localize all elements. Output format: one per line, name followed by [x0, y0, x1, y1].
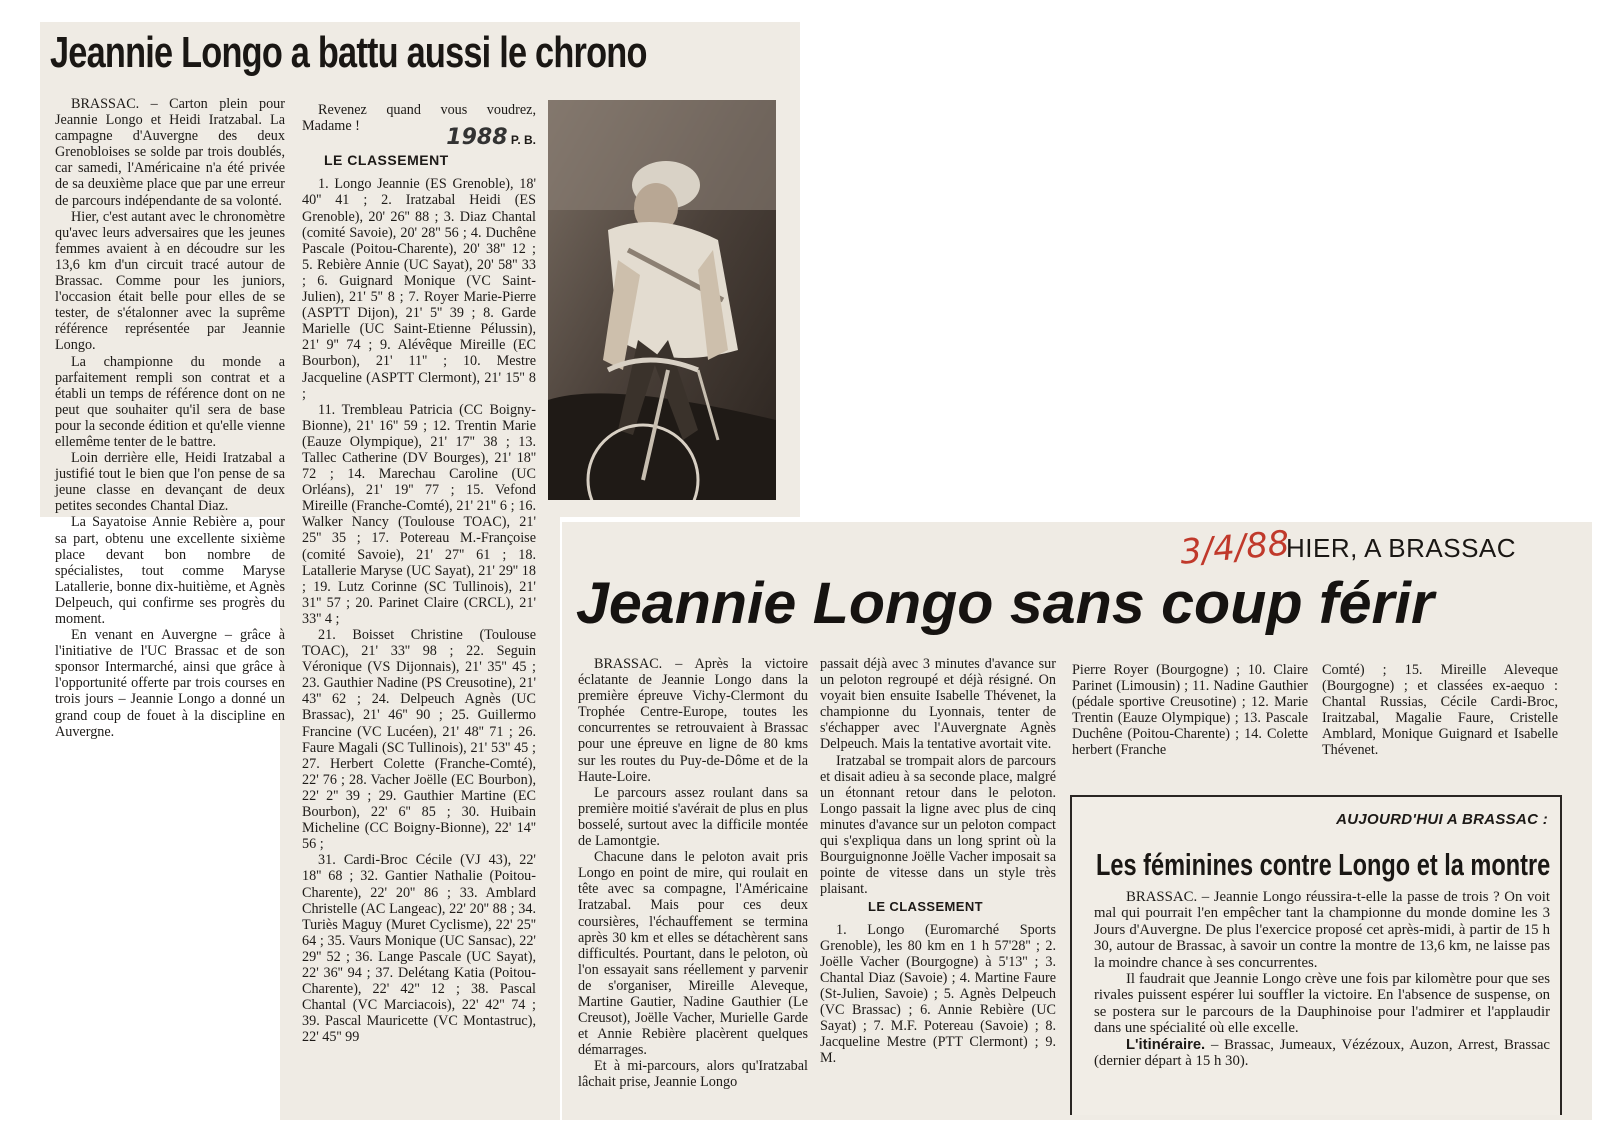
- paragraph: Chacune dans le peloton avait pris Longo en point de mire, qui roulait en tête avec sa compagne, l'Américaine Iratzabal. Mais pour ces deux coursières, l'échauffement se termina après 30 km et elles se détachèrent sans difficultés. Pourtant, dans le peloton, où l'on essayait sans réellement y parvenir de s'organiser, Mireille Aleveque, Martine Gautier, Nadine Gauthier (Le Creusot), Joëlle Vacher, Murielle Garde et Annie Rebière placèrent quelques démarrages.: [578, 849, 808, 1059]
- paragraph: En venant en Auvergne – grâce à l'initiative de l'UC Brassac et de son sponsor Intermarché, ainsi que grâce à l'opportunité offerte par trois courses en trois jours – Jeannie Longo a donné un grand coup de fouet à la discipline en Auvergne.: [55, 627, 285, 740]
- box-kicker: AUJOURD'HUI A BRASSAC :: [1336, 811, 1548, 828]
- ranking-block: 1. Longo Jeannie (ES Grenoble), 18' 40'' 41 ; 2. Iratzabal Heidi (ES Grenoble), 20' 26'' 88 ; 3. Diaz Chantal (comité Savoie), 20' 28'' 56 ; 4. Duchêne Pascale (Poitou-Charente), 20' 38'' 12 ; 5. Rebière Annie (UC Sayat), 20' 58'' 33 ; 6. Guignard Monique (VC Saint-Julien), 21' 5'' 8 ; 7. Royer Marie-Pierre (ASPTT Dijon), 21' 5'' 39 ; 8. Garde Marielle (UC Saint-Etienne Pélussin), 21' 9'' 74 ; 9. Alévêque Mireille (EC Bourbon), 21' 11'' ; 10. Mestre Jacqueline (ASPTT Clermont), 21' 15'' 8 ;: [302, 176, 536, 402]
- handwritten-year: 1988: [446, 125, 508, 151]
- itinerary-label: L'itinéraire.: [1126, 1036, 1206, 1053]
- article-2-column-1: [578, 656, 808, 1091]
- ranking-block: 11. Trembleau Patricia (CC Boigny-Bionne), 21' 16'' 59 ; 12. Trentin Marie (Eauze Olympique), 21' 17'' 38 ; 13. Tallec Catherine (DV Bourges), 21' 18'' 72 ; 14. Marechau Caroline (UC Orléans), 21' 19'' 77 ; 15. Vefond Mireille (Franche-Comté), 21' 21'' 6 ; 16. Walker Nancy (Toulouse TOAC), 21' 25'' 35 ; 17. Potereau M.-Françoise (comité Savoie), 21' 27'' 61 ; 18. Latallerie Maryse (UC Sayat), 21' 29'' 18 ; 19. Lutz Corinne (SC Tullinois), 21' 31'' 57 ; 20. Parinet Claire (CRCL), 21' 33'' 4 ;: [302, 401, 536, 627]
- article-2-column-3: [1072, 662, 1308, 759]
- handwritten-date: 3/4/88: [1178, 523, 1291, 573]
- itinerary-text: – Brassac, Jumeaux, Vézézoux, Auzon, Arrest, Brassac (dernier départ à 15 h 30).: [1094, 1036, 1550, 1070]
- paragraph: Iratzabal se trompait alors de parcours et disait adieu à sa seconde place, malgré un étonnant retour dans le peloton. Longo passait la ligne avec plus de cinq minutes d'avance sur un peloton compact qui s'expliqua dans un long sprint où la Bourguignonne Joëlle Vacher imposait sa pointe de vitesse dans un style très plaisant.: [820, 752, 1056, 898]
- ranking-heading: LE CLASSEMENT: [868, 899, 983, 915]
- box-body: [1094, 889, 1550, 1069]
- ranking-heading: LE CLASSEMENT: [324, 152, 449, 169]
- closing-line: Revenez quand vous voudrez, Madame !: [302, 102, 536, 135]
- paragraph: Il faudrait que Jeannie Longo crève une fois par kilomètre pour que ses rivales puissent espérer lui souffler la victoire. En l'absence de suspense, on se postera sur le parcours de la Dauphinoise pour l'admirer et l'applaudir dans une spécialité où elle excelle.: [1094, 971, 1550, 1037]
- article-1-column-2: [302, 102, 536, 1045]
- ranking-block: 31. Cardi-Broc Cécile (VJ 43), 22' 18'' 68 ; 32. Gantier Nathalie (Poitou-Charente), 22' 20'' 86 ; 33. Amblard Christelle (AC Langeac), 22' 20'' 88 ; 34. Turiès Maguy (Muret Cyclisme), 22' 25'' 64 ; 35. Vaurs Monique (UC Sansac), 22' 29'' 52 ; 36. Lange Pascale (UC Sayat), 22' 36'' 94 ; 37. Delétang Katia (Poitou-Charente), 22' 42'' 12 ; 38. Pascal Chantal (VC Marciacois), 22' 42'' 74 ; 39. Pascal Mauricette (VC Montastruc), 22' 45'' 99: [302, 852, 536, 1046]
- ranking-continued: Pierre Royer (Bourgogne) ; 10. Claire Parinet (Limousin) ; 11. Nadine Gauthier (pédale sportive Creusotine) ; 12. Marie Trentin (Eauze Olympique) ; 13. Pascale Duchêne (Poitou-Charente) ; 14. Colette herbert (Franche: [1072, 662, 1308, 759]
- box-headline: Les féminines contre Longo et la montre: [1096, 847, 1551, 882]
- article-2-column-4: [1322, 662, 1558, 759]
- itinerary: [1094, 1037, 1550, 1070]
- article-2-column-2: [820, 656, 1056, 1066]
- paragraph: La Sayatoise Annie Rebière a, pour sa part, obtenu une excellente sixième place devant bon nombre de spécialistes, tout comme Maryse Latallerie, bonne dix-huitième, et Agnès Delpeuch, qui confirme ses progrès du moment.: [55, 514, 285, 627]
- article-2-kicker: HIER, A BRASSAC: [1286, 533, 1517, 563]
- paragraph: Loin derrière elle, Heidi Iratzabal a justifié tout le bien que l'on pense de sa jeune classe en devançant de deux petites secondes Chantal Diaz.: [55, 450, 285, 515]
- paragraph: BRASSAC. – Jeannie Longo réussira-t-elle la passe de trois ? On voit mal qui pourrait l'en empêcher tant la championne du monde domine les 3 Jours d'Auvergne. De plus l'exercice proposé cet après-midi, à partir de 15 h 30, autour de Brassac, à savoir un contre la montre de 13,6 km, ne laisse pas la moindre chance à ses concurrentes.: [1094, 889, 1550, 971]
- paragraph: BRASSAC. – Après la victoire éclatante de Jeannie Longo dans la première épreuve Vichy-Clermont du Trophée Centre-Europe, toutes les concurrentes se retrouvaient à Brassac pour une épreuve en ligne de 80 kms sur les routes du Puy-de-Dôme et de la Haute-Loire.: [578, 656, 808, 785]
- paragraph: BRASSAC. – Carton plein pour Jeannie Longo et Heidi Iratzabal. La campagne d'Auvergne des deux Grenobloises se solde par trois doublés, car samedi, l'Américaine n'a été privée de sa deuxième place que par une erreur de parcours indépendante de sa volonté.: [55, 96, 285, 209]
- ranking-continued: Comté) ; 15. Mireille Aleveque (Bourgogne) ; et classées ex-aequo : Chantal Russias, Cécile Cardi-Broc, Iraitzabal, Magalie Faure, Cristelle Amblard, Monique Guignard et Isabelle Thévenet.: [1322, 662, 1558, 759]
- boxed-article: [1070, 795, 1562, 1115]
- paragraph: passait déjà avec 3 minutes d'avance sur un peloton regroupé et déjà résigné. On voyait bien ensuite Isabelle Thévenet, la championne du Lyonnais, tenter de s'échapper avec l'Auvergnate Agnès Delpeuch. Mais la tentative avortait vite.: [820, 656, 1056, 753]
- author-initials: P. B.: [510, 133, 536, 148]
- article-1-column-1: [55, 96, 285, 740]
- paragraph: Hier, c'est autant avec le chronomètre qu'avec leurs adversaires que les jeunes femmes avaient à en découdre sur les 13,6 km d'un circuit tracé autour de Brassac. Comme pour les juniors, l'occasion était belle pour elles de se tester, de s'étalonner avec la suprême référence représentée par Jeannie Longo.: [55, 208, 285, 354]
- ranking-block: 1. Longo (Euromarché Sports Grenoble), les 80 km en 1 h 57'28'' ; 2. Joëlle Vacher (Bourgogne) à 5'13'' ; 3. Chantal Diaz (Savoie) ; 4. Martine Faure (St-Julien, Savoie) ; 5. Agnès Delpeuch (VC Brassac) ; 6. Annie Rebière (UC Sayat) ; 7. M.F. Potereau (Savoie) ; 8. Jacqueline Mestre (PTT Clermont) ; 9. M.: [820, 921, 1056, 1067]
- paragraph: Le parcours assez roulant dans sa première moitié s'avérait de plus en plus bosselé, surtout avec la difficile montée de Lamontgie.: [578, 784, 808, 850]
- article-2-headline: Jeannie Longo sans coup férir: [576, 571, 1434, 636]
- ranking-block: 21. Boisset Christine (Toulouse TOAC), 21' 33'' 98 ; 22. Seguin Véronique (VS Dijonnais), 21' 35'' 45 ; 23. Gauthier Nadine (PS Creusotine), 21' 43'' 62 ; 24. Delpeuch Agnès (UC Brassac), 21' 46'' 90 ; 25. Guillermo Francine (VC Lucéen), 21' 48'' 71 ; 26. Faure Magali (SC Tullinois), 21' 53'' 45 ; 27. Herbert Colette (Franche-Comté), 22' 76 ; 28. Vacher Joëlle (EC Bourbon), 22' 2'' 39 ; 29. Gauthier Martine (EC Bourbon), 22' 6'' 85 ; 30. Huibain Micheline (CC Boigny-Bionne), 22' 14'' 56 ;: [302, 627, 536, 853]
- cyclist-photo: [548, 100, 776, 500]
- paragraph: Et à mi-parcours, alors qu'Iratzabal lâchait prise, Jeannie Longo: [578, 1058, 808, 1091]
- paragraph: La championne du monde a parfaitement rempli son contrat et a établi un temps de référence dont on ne peut que souhaiter qu'il sera de base pour la seconde édition et qu'elle vienne ellemême tenter de le battre.: [55, 353, 285, 450]
- article-1-headline: Jeannie Longo a battu aussi le chrono: [50, 28, 647, 77]
